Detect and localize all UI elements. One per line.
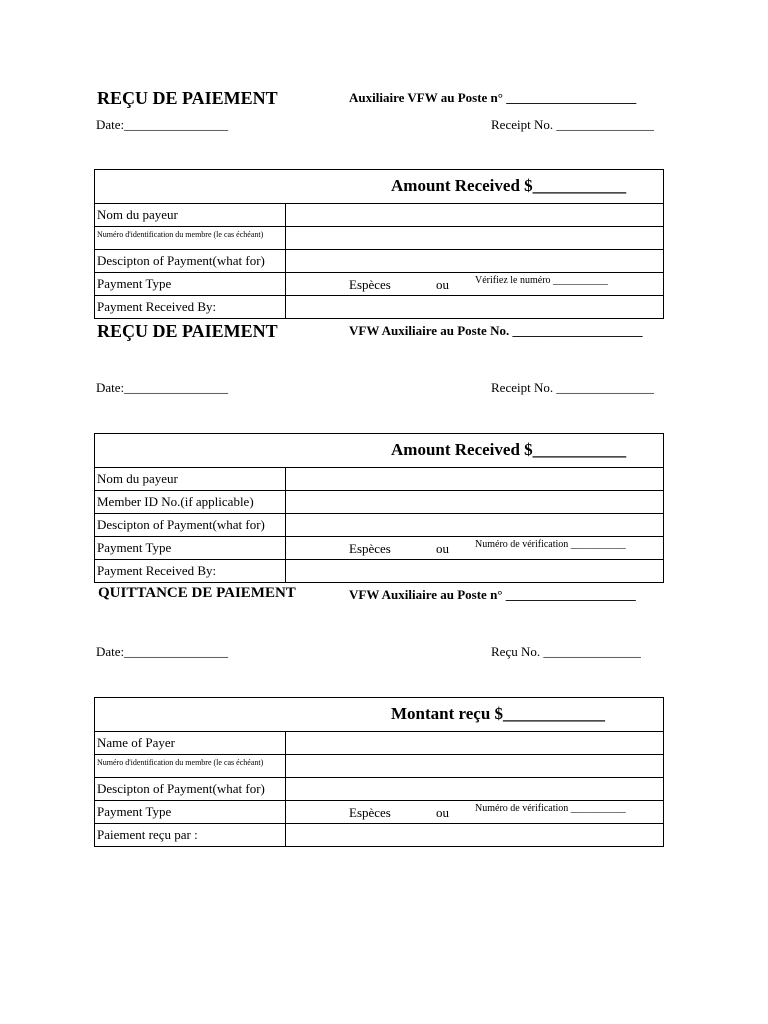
payment-or-text: ou [436, 277, 449, 292]
row-label: Payment Type [97, 276, 172, 291]
date-field[interactable]: Date:________________ [96, 117, 229, 132]
row-label: Name of Payer [97, 735, 175, 750]
payment-or-text: ou [436, 805, 449, 820]
table-row [95, 754, 663, 777]
receipt-number-field[interactable]: Receipt No. _______________ [491, 380, 654, 395]
table-row [95, 823, 663, 846]
receipt-number-field[interactable]: Reçu No. _______________ [491, 644, 641, 659]
payment-cash-option[interactable]: Espèces [349, 541, 391, 556]
row-label: Payment Received By: [97, 299, 217, 314]
row-label: Payment Type [97, 540, 172, 555]
table-row [95, 490, 663, 513]
row-label: Nom du payeur [97, 471, 178, 486]
table-row [95, 513, 663, 536]
date-field[interactable]: Date:________________ [96, 644, 229, 659]
payment-or-text: ou [436, 541, 449, 556]
row-label: Numéro d'identification du membre (le cas échéant) [97, 758, 264, 767]
table-row [95, 731, 663, 754]
row-label: Payment Type [97, 804, 172, 819]
auxiliary-post-line: VFW Auxiliaire au Poste n° ____________________ [349, 587, 636, 602]
payment-cash-option[interactable]: Espèces [349, 277, 391, 292]
table-row [95, 295, 663, 318]
date-field[interactable]: Date:________________ [96, 380, 229, 395]
row-label: Descipton of Payment(what for) [97, 253, 265, 268]
receipt-table [94, 433, 664, 583]
row-label: Numéro d'identification du membre (le cas échéant) [97, 230, 264, 239]
table-row [95, 467, 663, 490]
amount-received-field[interactable]: Montant reçu $____________ [391, 704, 606, 723]
row-label: Member ID No.(if applicable) [97, 494, 254, 509]
receipt-number-field[interactable]: Receipt No. _______________ [491, 117, 654, 132]
table-row [95, 272, 663, 295]
auxiliary-post-line: Auxiliaire VFW au Poste n° ____________________ [349, 90, 637, 105]
receipt-title: REÇU DE PAIEMENT [97, 88, 278, 108]
table-row [95, 536, 663, 559]
row-label: Descipton of Payment(what for) [97, 781, 265, 796]
row-label: Paiement reçu par : [97, 827, 198, 842]
receipt-table [94, 697, 664, 847]
amount-row [95, 434, 663, 467]
amount-received-field[interactable]: Amount Received $___________ [391, 440, 627, 459]
table-row [95, 777, 663, 800]
receipt-title: REÇU DE PAIEMENT [97, 321, 278, 341]
table-row [95, 800, 663, 823]
row-label: Nom du payeur [97, 207, 178, 222]
auxiliary-post-line: VFW Auxiliaire au Poste No. ____________________ [349, 323, 643, 338]
amount-row [95, 698, 663, 731]
payment-cash-option[interactable]: Espèces [349, 805, 391, 820]
amount-received-field[interactable]: Amount Received $___________ [391, 176, 627, 195]
row-label: Descipton of Payment(what for) [97, 517, 265, 532]
row-label: Payment Received By: [97, 563, 217, 578]
table-row [95, 559, 663, 582]
payment-check-field[interactable]: Vérifiez le numéro ___________ [475, 275, 609, 286]
payment-check-field[interactable]: Numéro de vérification ___________ [475, 539, 626, 550]
receipt-title: QUITTANCE DE PAIEMENT [98, 585, 296, 601]
payment-check-field[interactable]: Numéro de vérification ___________ [475, 803, 626, 814]
